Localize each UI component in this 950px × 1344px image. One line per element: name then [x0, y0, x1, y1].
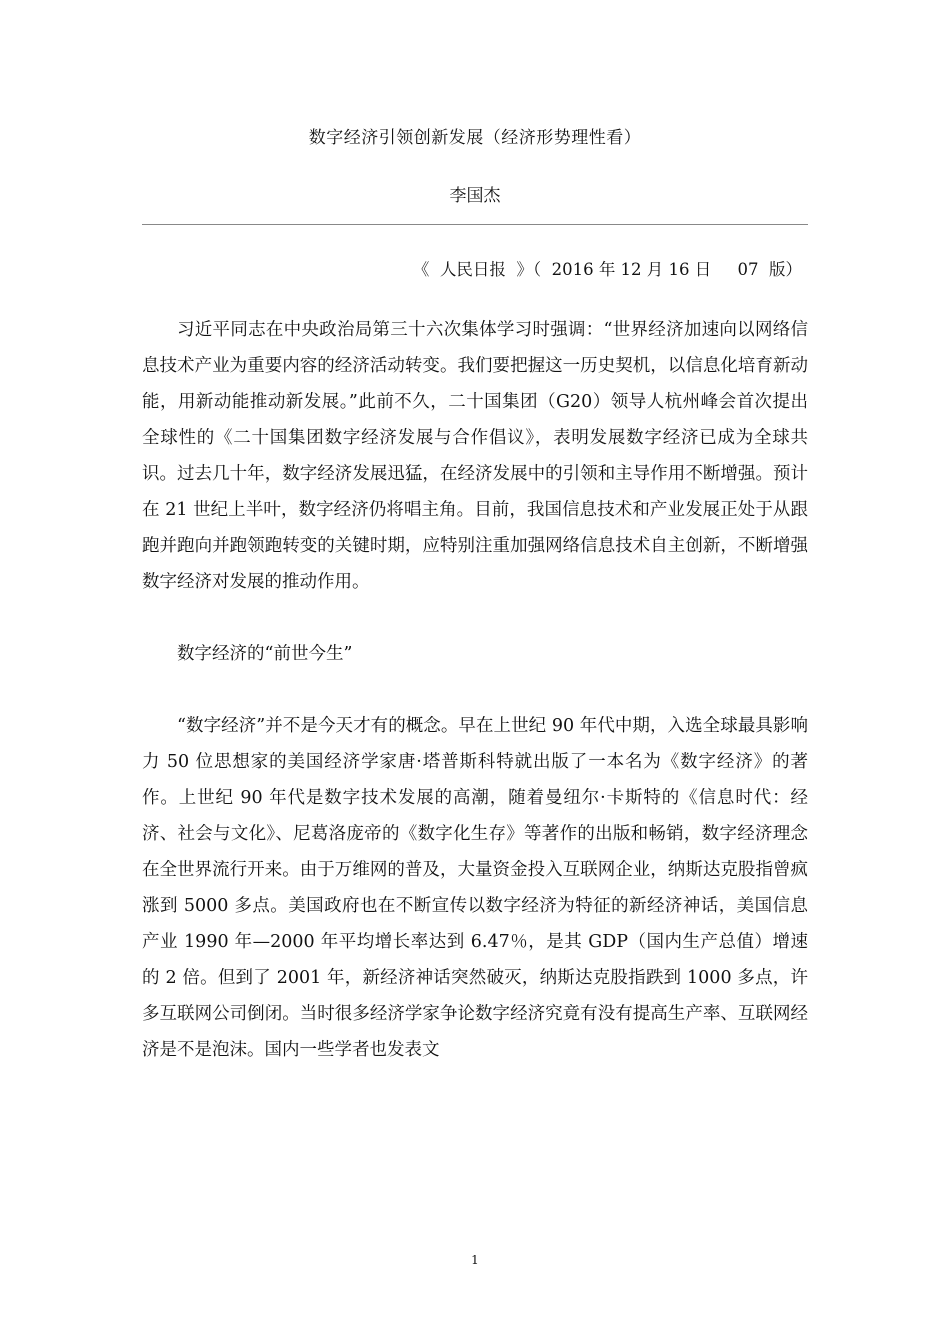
publication-source: 《 人民日报 》（ 2016 年 12 月 16 日 07 版）	[412, 260, 802, 279]
article-author: 李国杰	[449, 186, 501, 206]
article-body	[142, 312, 808, 1104]
body-paragraph: “数字经济”并不是今天才有的概念。早在上世纪 90 年代中期，入选全球最具影响力 50 位思想家的美国经济学家唐·塔普斯科特就出版了一本名为《数字经济》的著作。上世纪 90 年代是数字技术发展的高潮，随着曼纽尔·卡斯特的《信息时代：经济、社会与文化》、尼葛洛庞帝的《数字化生存》等著作的出版和畅销，数字经济理念在全世界流行开来。由于万维网的普及，大量资金投入互联网企业，纳斯达克股指曾疯涨到 5000 多点。美国政府也在不断宣传以数字经济为特征的新经济神话，美国信息产业 1990 年—2000 年平均增长率达到 6.47％，是其 GDP（国内生产总值）增速的 2 倍。但到了 2001 年，新经济神话突然破灭，纳斯达克股指跌到 1000 多点，许多互联网公司倒闭。当时很多经济学家争论数字经济究竟有没有提高生产率、互联网经济是不是泡沫。国内一些学者也发表文	[142, 716, 808, 1060]
body-paragraph: 习近平同志在中央政治局第三十六次集体学习时强调：“世界经济加速向以网络信息技术产业为重要内容的经济活动转变。我们要把握这一历史契机，以信息化培育新动能，用新动能推动新发展。”此前不久，二十国集团（G20）领导人杭州峰会首次提出全球性的《二十国集团数字经济发展与合作倡议》，表明发展数字经济已成为全球共识。过去几十年，数字经济发展迅猛，在经济发展中的引领和主导作用不断增强。预计在 21 世纪上半叶，数字经济仍将唱主角。目前，我国信息技术和产业发展正处于从跟跑并跑向并跑领跑转变的关键时期，应特别注重加强网络信息技术自主创新，不断增强数字经济对发展的推动作用。	[142, 320, 808, 592]
page-number: 1	[471, 1253, 479, 1267]
article-title: 数字经济引领创新发展（经济形势理性看）	[308, 128, 642, 148]
title-divider	[142, 224, 808, 225]
section-heading: 数字经济的“前世今生”	[177, 644, 353, 664]
